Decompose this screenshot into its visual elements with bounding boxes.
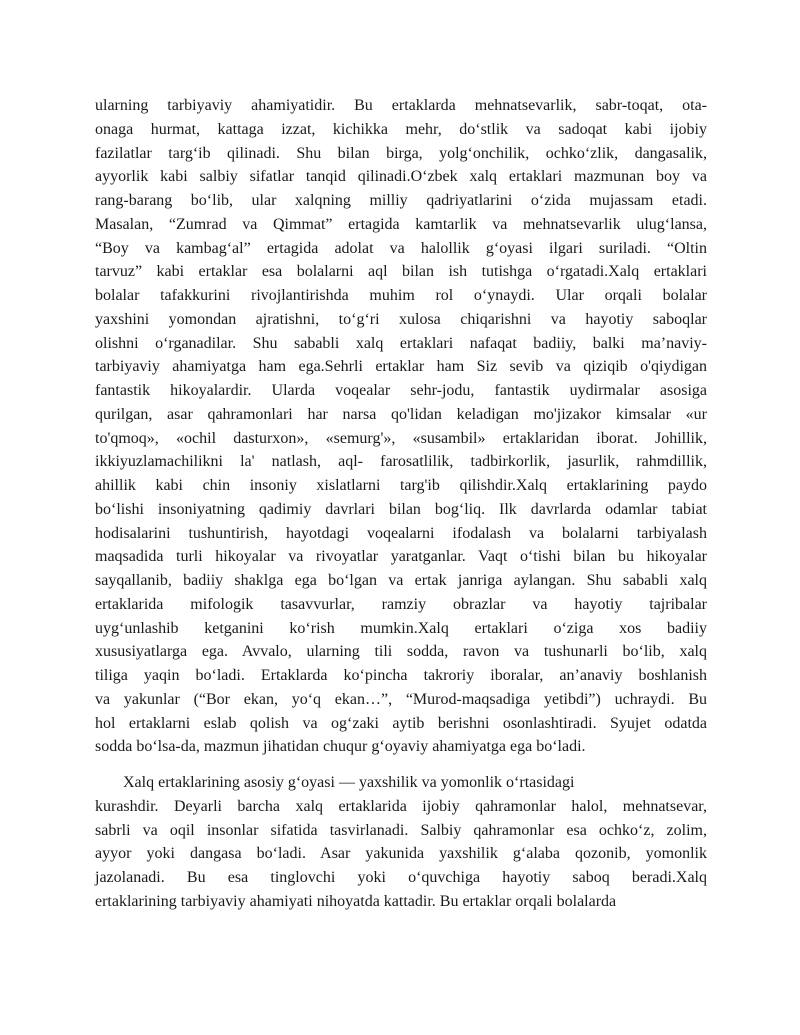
text-line: ayyorlik kabi salbiy sifatlar tanqid qilinadi.O‘zbek xalq ertaklari mazmunan boy va <box>95 168 707 186</box>
text-line: bolalar tafakkurini rivojlantirishda muhim rol o‘ynaydi. Ular orqali bolalar <box>95 287 707 304</box>
text-line: onaga hurmat, kattaga izzat, kichikka mehr, do‘stlik va sadoqat kabi ijobiy <box>95 120 707 138</box>
text-line: ahillik kabi chin insoniy xislatlarni targ'ib qilishdir.Xalq ertaklarining paydo <box>95 477 707 494</box>
paragraph-gap <box>95 759 707 771</box>
text-line: kurashdir. Deyarli barcha xalq ertaklarida ijobiy qahramonlar halol, mehnatsevar, <box>95 797 707 815</box>
text-line: jazolanadi. Bu esa tinglovchi yoki o‘quvchiga hayotiy saboq beradi.Xalq <box>95 869 707 886</box>
paragraph <box>95 771 707 914</box>
text-line: Masalan, “Zumrad va Qimmat” ertagida kamtarlik va mehnatsevarlik ulug‘lansa, <box>95 215 707 233</box>
text-line: Xalq ertaklarining asosiy g‘oyasi — yaxshilik va yomonlik o‘rtasidagi <box>123 774 575 791</box>
text-line: fazilatlar targ‘ib qilinadi. Shu bilan birga, yolg‘onchilik, ochko‘zlik, dangasalik, <box>95 144 707 162</box>
text-line: qurilgan, asar qahramonlari har narsa qo'lidan keladigan mo'jizakor kimsalar «ur <box>95 405 707 423</box>
text-line: sabrli va oqil insonlar sifatida tasvirlanadi. Salbiy qahramonlar esa ochko‘z, zolim, <box>95 821 707 839</box>
text-line: olishni o‘rganadilar. Shu sababli xalq ertaklari nafaqat badiiy, balki ma’naviy- <box>95 334 707 352</box>
text-line: rang-barang bo‘lib, ular xalqning milliy qadriyatlarini o‘zida mujassam etadi. <box>95 192 707 209</box>
text-line: maqsadida turli hikoyalar va rivoyatlar yaratganlar. Vaqt o‘tishi bilan bu hikoyalar <box>95 548 707 566</box>
text-line: ayyor yoki dangasa bo‘ladi. Asar yakunida yaxshilik g‘alaba qozonib, yomonlik <box>95 845 707 863</box>
text-line: to'qmoq», «ochil dasturxon», «semurg'», «susambil» ertaklaridan iborat. Johillik, <box>95 429 707 447</box>
text-line: bo‘lishi insoniyatning qadimiy davrlari bilan bog‘liq. Ilk davrlarda odamlar tabiat <box>95 500 707 518</box>
text-line: sodda bo‘lsa-da, mazmun jihatidan chuqur g‘oyaviy ahamiyatga ega bo‘ladi. <box>95 738 586 756</box>
text-line: ularning tarbiyaviy ahamiyatidir. Bu ertaklarda mehnatsevarlik, sabr-toqat, ota- <box>95 97 707 114</box>
text-line: hol ertaklarni eslab qolish va og‘zaki aytib berishni osonlashtiradi. Syujet odatda <box>95 714 707 732</box>
paragraph <box>95 94 707 759</box>
text-line: fantastik hikoyalardir. Ularda voqealar sehr-jodu, fantastik uydirmalar asosiga <box>95 382 707 399</box>
document-page <box>95 94 707 914</box>
text-line: uyg‘unlashib ketganini ko‘rish mumkin.Xalq ertaklari o‘ziga xos badiiy <box>95 619 707 637</box>
text-line: sayqallanib, badiiy shaklga ega bo‘lgan va ertak janriga aylangan. Shu sababli xalq <box>95 572 707 589</box>
text-line: “Boy va kambag‘al” ertagida adolat va halollik g‘oyasi ilgari suriladi. “Oltin <box>95 239 707 257</box>
text-line: tarvuz” kabi ertaklar esa bolalarni aql bilan ish tutishga o‘rgatadi.Xalq ertaklari <box>95 263 707 281</box>
text-line: ertaklarida mifologik tasavvurlar, ramziy obrazlar va hayotiy tajribalar <box>95 595 707 613</box>
text-line: tiliga yaqin bo‘ladi. Ertaklarda ko‘pincha takroriy iboralar, an’anaviy boshlanish <box>95 667 707 684</box>
text-line: va yakunlar (“Bor ekan, yo‘q ekan…”, “Murod-maqsadiga yetibdi”) uchraydi. Bu <box>95 690 707 708</box>
text-line: ertaklarining tarbiyaviy ahamiyati nihoyatda kattadir. Bu ertaklar orqali bolalarda <box>95 892 617 910</box>
text-line: ikkiyuzlamachilikni la' natlash, aql- farosatlilik, tadbirkorlik, jasurlik, rahmdillik, <box>95 453 707 471</box>
text-line: hodisalarini tushuntirish, hayotdagi voqealarni ifodalash va bolalarni tarbiyalash <box>95 524 707 542</box>
text-line: xususiyatlarga ega. Avvalo, ularning tili sodda, ravon va tushunarli bo‘lib, xalq <box>95 643 707 661</box>
text-line: yaxshini yomondan ajratishni, to‘g‘ri xulosa chiqarishni va hayotiy saboqlar <box>95 310 707 328</box>
text-line: tarbiyaviy ahamiyatga ham ega.Sehrli ertaklar ham Siz sevib va qiziqib o'qiydigan <box>95 358 707 376</box>
